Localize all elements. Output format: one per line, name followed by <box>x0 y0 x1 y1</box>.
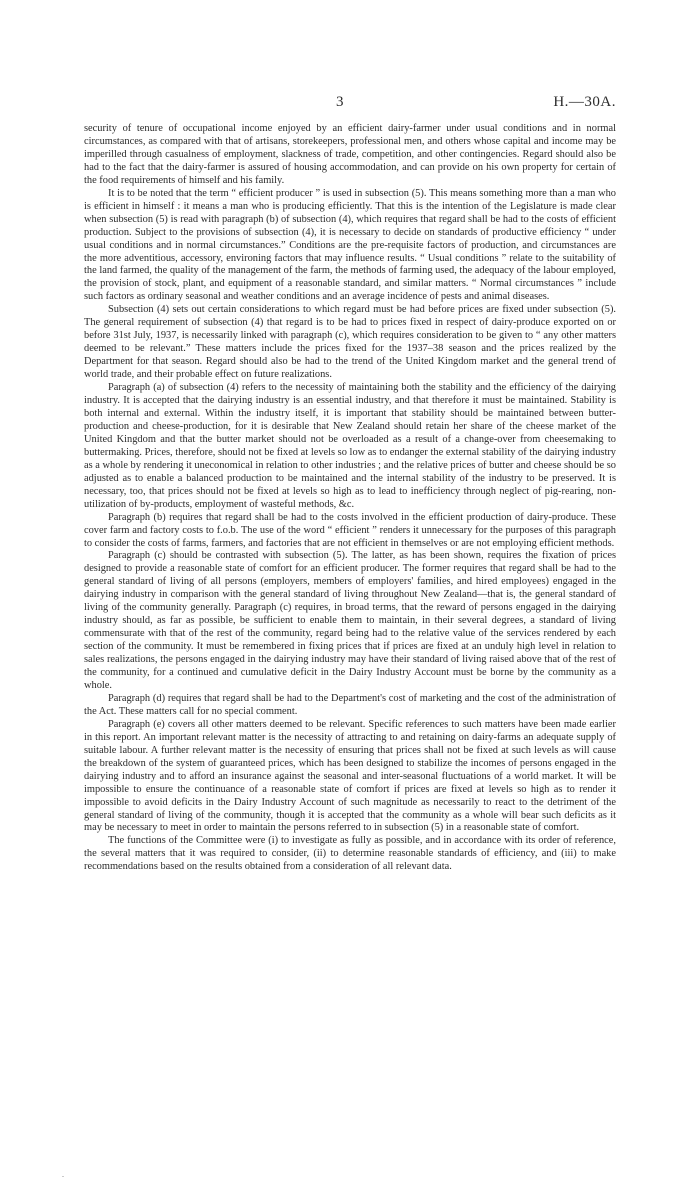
paragraph-continuation: security of tenure of occupational income enjoyed by an efficient dairy-farmer under usual conditions and in normal circumstances, as compared with that of artisans, storekeepers, professional men, and others whose capital and income may be imperilled through casualness of employment, slackness of trade, competition, and other contingencies. Regard should also be had to the fact that the dairy-farmer is assured of housing accommodation, and can provide on his own property for certain of the food requirements of himself and his family. <box>84 123 616 186</box>
paragraph-a: Paragraph (a) of subsection (4) refers to the necessity of maintaining both the stability and the efficiency of the dairying industry. It is accepted that the dairying industry is an essential industry, and that therefore it must be maintained. Stability is both internal and external. Within the industry itself, it is important that stability should be maintained between butter-production and cheese-production, for it is desirable that New Zealand should retain her share of the cheese market of the United Kingdom and that the butter market should not be overloaded as a result of a change-over from cheesemaking to buttermaking. Prices, therefore, should not be fixed at levels so low as to endanger the external stability of the dairying industry as a whole by rendering it uneconomical in relation to other industries ; and the relative prices of butter and cheese should be so adjusted as to enable a balanced production to be maintained and the internal stability of the industry to be preserved. It is necessary, too, that prices should not be fixed at levels so high as to lead to inefficiency through neglect of pig-rearing, non-utilization of by-products, employment of wasteful methods, &c. <box>84 382 616 510</box>
footer-mark: . <box>62 1170 64 1179</box>
paragraph-b: Paragraph (b) requires that regard shall be had to the costs involved in the efficient production of dairy-produce. These cover farm and factory costs to f.o.b. The use of the word “ efficient ” renders it unnecessary for the purposes of this paragraph to consider the costs of farms, farmers, and factories that are not efficient in themselves or are not employing efficient methods. <box>84 511 616 549</box>
body-text <box>84 123 616 874</box>
paragraph-subsection-4: Subsection (4) sets out certain considerations to which regard must be had before prices are fixed under subsection (5). The general requirement of subsection (4) that regard is to be had to prices fixed in respect of dairy-produce exported on or before 31st July, 1937, is necessarily linked with paragraph (c), which requires consideration to be given to “ any other matters deemed to be relevant.” These matters include the prices fixed for the 1937–38 season and the prices realized by the Department for that season. Regard should also be had to the trend of the United Kingdom market and the general trend of world trade, and their probable effect on future realizations. <box>84 304 616 381</box>
paragraph-d: Paragraph (d) requires that regard shall be had to the Department's cost of marketing and the cost of the administration of the Act. These matters call for no special comment. <box>84 692 616 717</box>
page-header <box>0 94 700 114</box>
document-reference: H.—30A. <box>553 94 616 110</box>
paragraph-c: Paragraph (c) should be contrasted with subsection (5). The latter, as has been shown, requires the fixation of prices designed to provide a reasonable state of comfort for an efficient producer. The former requires that regard shall be had to the general standard of living of all persons (employers, members of employers' families, and hired employees) engaged in the dairying industry in comparison with the general standard of living throughout New Zealand—that is, the general standard of living of the community generally. Paragraph (c) requires, in broad terms, that the reward of persons engaged in the dairying industry should, as far as possible, be sufficient to enable them to maintain, in their several degrees, a standard of living commensurate with that of the rest of the community, regard being had to the relative value of the services rendered by each section of the community. It must be remembered in fixing prices that if prices are fixed at an unduly high level in relation to sales realizations, the persons engaged in the dairying industry may have their standard of living raised above that of the rest of the community, for a continued and cumulative deficit in the Dairy Industry Account must be borne by the community as a whole. <box>84 550 616 691</box>
paragraph-committee-functions: The functions of the Committee were (i) to investigate as fully as possible, and in accordance with its order of reference, the several matters that it was required to consider, (ii) to determine reasonable standards of efficiency, and (iii) to make recommendations based on the results obtained from a consideration of all relevant data. <box>84 835 616 873</box>
page-number: 3 <box>336 94 344 110</box>
paragraph-efficient-producer: It is to be noted that the term “ efficient producer ” is used in subsection (5). This means something more than a man who is efficient in himself : it means a man who is producing efficiently. That this is the intention of the Legislature is made clear when subsection (5) is read with paragraph (b) of subsection (4), which requires that regard shall be had to the costs of efficient production. Subject to the provisions of subsection (4), it is necessary to decide on standards of productive efficiency “ under usual conditions and in normal circumstances.” Conditions are the pre-requisite factors of production, and circumstances are the more adventitious, accessory, environing factors that may influence results. “ Usual conditions ” relate to the suitability of the land farmed, the quality of the management of the farm, the methods of farming used, the adequacy of the labour employed, the provision of stock, plant, and equipment of a reasonable standard, and similar matters. “ Normal circumstances ” include such factors as ordinary seasonal and weather conditions and an average incidence of pests and animal diseases. <box>84 187 616 303</box>
paragraph-e: Paragraph (e) covers all other matters deemed to be relevant. Specific references to such matters have been made earlier in this report. An important relevant matter is the necessity of attracting to and retaining on dairy-farms an adequate supply of suitable labour. A further relevant matter is the necessity of ensuring that prices shall not be fixed at such levels as will cause the breakdown of the system of guaranteed prices, which has been designed to stabilize the incomes of persons engaged in the dairying industry and to afford an insurance against the seasonal and inter-seasonal fluctuations of a world market. It will be impossible to ensure the continuance of a reasonable state of comfort if prices are fixed at levels so high as to render it impossible to avoid deficits in the Dairy Industry Account of such magnitude as necessarily to react to the detriment of the general standard of living of the community, though it is accepted that the community as a whole will bear such deficits as it may be necessary to meet in order to maintain the persons referred to in subsection (5) in a reasonable state of comfort. <box>84 718 616 834</box>
